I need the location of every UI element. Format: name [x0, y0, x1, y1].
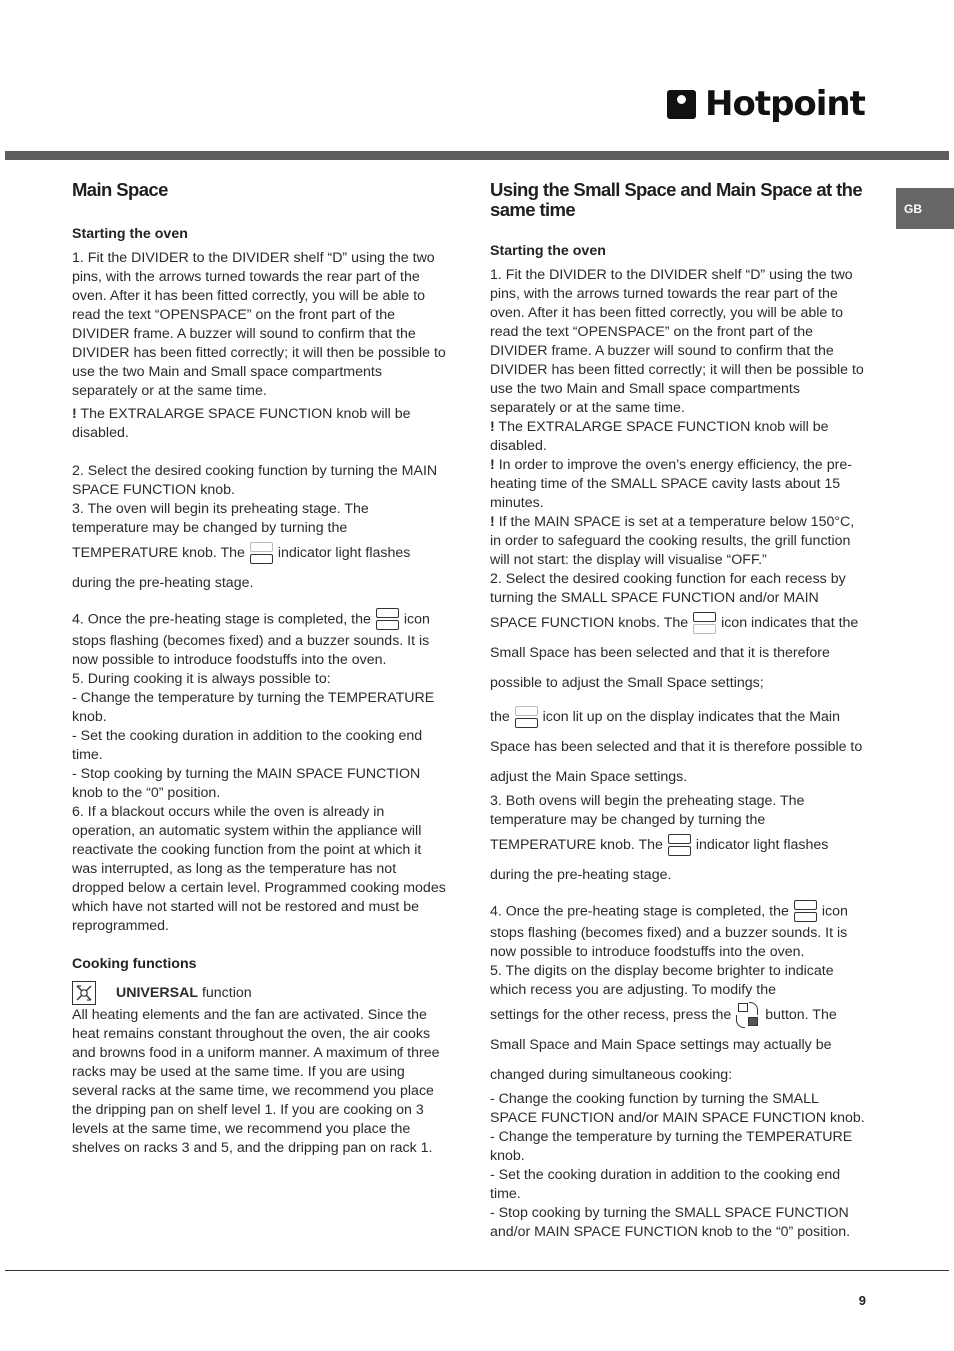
step-5: 5. During cooking it is always possible to: — [72, 671, 331, 687]
right-column — [490, 180, 865, 1242]
footer-rule — [5, 1270, 949, 1271]
step-5c: - Stop cooking by turning the MAIN SPACE FUNCTION knob to the “0” position. — [72, 766, 421, 801]
left-column — [72, 180, 447, 1158]
step-5e: - Set the cooking duration in addition to the cooking end time. — [490, 1167, 841, 1202]
step-5: 5. The digits on the display become brighter to indicate which recess you are adjusting. To modify the — [490, 963, 834, 998]
step-2: 2. Select the desired cooking function for each recess by turning the SMALL SPACE FUNCTION and/or MAIN — [490, 571, 846, 606]
starting-oven-heading: Starting the oven — [490, 243, 606, 259]
oven-cavity-icon — [375, 607, 400, 632]
section-title-main-space: Main Space — [72, 179, 168, 200]
step-1: 1. Fit the DIVIDER to the DIVIDER shelf “D” using the two pins, with the arrows turned towards the rear part of the oven. After it has been fitted correctly, you will be able to read the text “OPENSPACE” on the front part of the DIVIDER frame. A buzzer will sound to confirm that the DIVIDER has been fitted correctly; it will then be possible to use the two Main and Small space compartments separately or at the same time. — [490, 267, 864, 416]
warning-extralarge: ! The EXTRALARGE SPACE FUNCTION knob will be disabled. — [490, 419, 829, 454]
oven-cavity-icon — [793, 899, 818, 924]
warning-grill: ! If the MAIN SPACE is set at a temperature below 150°C, in order to safeguard the cooking results, the grill function will not start: the display will visualise “OFF.” — [490, 514, 855, 568]
hotpoint-logo-icon — [667, 90, 696, 119]
header-bar — [5, 151, 949, 160]
page-number: 9 — [858, 1293, 866, 1308]
section-title-simultaneous: Using the Small Space and Main Space at the same time — [490, 179, 863, 220]
brand-name: Hotpoint — [705, 84, 865, 124]
warning-preheat: ! In order to improve the oven’s energy efficiency, the pre-heating time of the SMALL SPACE cavity lasts about 15 minutes. — [490, 457, 852, 511]
universal-function-title: UNIVERSAL function — [72, 980, 447, 1006]
switch-recess-icon — [735, 1001, 761, 1029]
step-4: 4. Once the pre-heating stage is completed, the icon stops flashing (becomes fixed) and a buzzer sounds. It is now possible to introduce foodstuffs into the oven. — [72, 607, 447, 670]
step-6: 6. If a blackout occurs while the oven is already in operation, an automatic system within the appliance will reactivate the cooking function from the point at which it was interrupted, as long as the temperature has not dropped below a certain level. Programmed cooking modes which have not started will not be restored and must be reprogrammed. — [72, 804, 446, 934]
step-5f: - Stop cooking by turning the SMALL SPACE FUNCTION and/or MAIN SPACE FUNCTION knob to the “0” position. — [490, 1205, 851, 1240]
universal-function-icon — [72, 981, 96, 1005]
step-3: 3. The oven will begin its preheating stage. The temperature may be changed by turning the — [72, 501, 369, 536]
oven-cavity-icon — [249, 541, 274, 566]
oven-cavity-icon — [667, 833, 692, 858]
starting-oven-heading: Starting the oven — [72, 226, 188, 242]
warning-extralarge: ! The EXTRALARGE SPACE FUNCTION knob will be disabled. — [72, 406, 411, 441]
universal-function-description: All heating elements and the fan are activated. Since the heat remains constant throughout the oven, the air cooks and browns food in a uniform manner. A maximum of three racks may be used at the same time. If you are using several racks at the same time, we recommend you place the dripping pan on shelf level 1. If you are cooking on 3 levels at the same time, we recommend you place the shelves on racks 3 and 5, and the dripping pan on rack 1. — [72, 1007, 440, 1156]
step-5b: - Set the cooking duration in addition to the cooking end time. — [72, 728, 423, 763]
step-2-small-space: SPACE FUNCTION knobs. The icon indicates that the Small Space has been selected and that it is therefore possible to adjust the Small Space settings; — [490, 608, 865, 698]
step-5c: - Change the cooking function by turning the SMALL SPACE FUNCTION and/or MAIN SPACE FUNCTION knob. — [490, 1091, 865, 1126]
language-tab: GB — [896, 188, 954, 229]
oven-cavity-icon — [514, 705, 539, 730]
step-3: 3. Both ovens will begin the preheating stage. The temperature may be changed by turning the — [490, 793, 805, 828]
oven-cavity-icon — [692, 611, 717, 636]
step-2: 2. Select the desired cooking function by turning the MAIN SPACE FUNCTION knob. — [72, 463, 438, 498]
step-5-switch: settings for the other recess, press the button. The Small Space and Main Space settings may actually be changed during simultaneous cooking: — [490, 1000, 865, 1090]
step-5d: - Change the temperature by turning the TEMPERATURE knob. — [490, 1129, 853, 1164]
step-2-main-space: the icon lit up on the display indicates that the Main Space has been selected and that it is therefore possible to adjust the Main Space settings. — [490, 702, 865, 792]
step-1: 1. Fit the DIVIDER to the DIVIDER shelf “D” using the two pins, with the arrows turned towards the rear part of the oven. After it has been fitted correctly, you will be able to read the text “OPENSPACE” on the front part of the DIVIDER frame. A buzzer will sound to confirm that the DIVIDER has been fitted correctly; it will then be possible to use the two Main and Small space compartments separately or at the same time. — [72, 250, 446, 399]
cooking-functions-heading: Cooking functions — [72, 956, 197, 972]
step-5a: - Change the temperature by turning the TEMPERATURE knob. — [72, 690, 435, 725]
step-4: 4. Once the pre-heating stage is completed, the icon stops flashing (becomes fixed) and a buzzer sounds. It is now possible to introduce foodstuffs into the oven. — [490, 899, 865, 962]
brand-logo — [667, 84, 865, 124]
step-3-indicator: TEMPERATURE knob. The indicator light flashes during the pre-heating stage. — [490, 830, 865, 890]
step-3-indicator: TEMPERATURE knob. The indicator light flashes during the pre-heating stage. — [72, 538, 447, 598]
